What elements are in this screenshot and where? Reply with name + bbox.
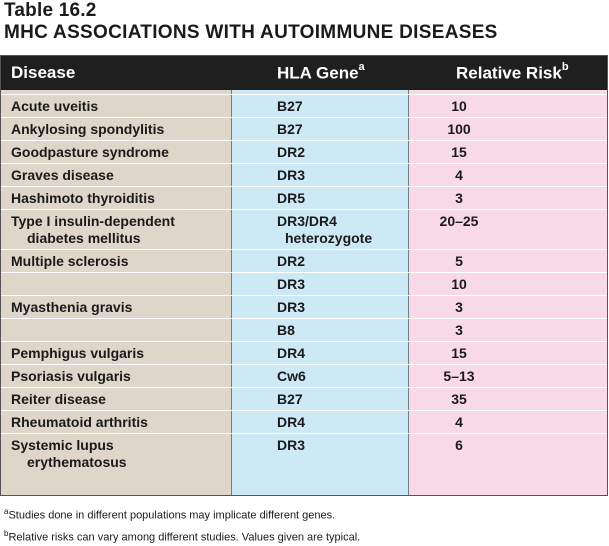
hla-gene-cell	[277, 437, 407, 454]
hla-gene: Cw6	[277, 368, 306, 384]
hla-gene: DR2	[277, 144, 306, 160]
disease-cell	[11, 414, 226, 431]
relative-risk-cell: 10	[451, 276, 467, 292]
hla-gene-cell	[277, 322, 407, 339]
hla-gene: B27	[277, 98, 303, 114]
relative-risk-cell: 5	[455, 253, 463, 269]
disease-name: Rheumatoid arthritis	[11, 414, 148, 430]
header-gene-footnote-mark: a	[358, 61, 365, 73]
hla-gene-cell	[277, 345, 407, 362]
table-row	[1, 387, 607, 411]
table-row	[1, 186, 607, 210]
disease-cell	[11, 213, 226, 247]
table-row	[1, 295, 607, 319]
disease-name: Hashimoto thyroiditis	[11, 190, 155, 206]
footnote-b-mark: b	[4, 528, 9, 538]
hla-gene: B27	[277, 121, 303, 137]
disease-cell	[11, 98, 226, 115]
disease-cell	[11, 345, 226, 362]
hla-gene-cell	[277, 276, 407, 293]
table-row	[1, 364, 607, 388]
disease-cell	[11, 391, 226, 408]
table-row	[1, 341, 607, 365]
disease-name: Multiple sclerosis	[11, 253, 129, 269]
header-risk	[456, 63, 569, 84]
disease-cell	[11, 368, 226, 385]
hla-gene-cell	[277, 98, 407, 115]
hla-gene-cell	[277, 253, 407, 270]
relative-risk-cell: 35	[451, 391, 467, 407]
hla-gene-continued: heterozygote	[285, 230, 373, 246]
table-title-block	[4, 0, 498, 44]
header-disease: Disease	[11, 63, 76, 82]
hla-gene-cell	[277, 167, 407, 184]
relative-risk-cell: 100	[447, 121, 471, 137]
hla-gene-cell	[277, 144, 407, 161]
table-row	[1, 117, 607, 141]
disease-cell	[11, 190, 226, 207]
hla-gene: DR5	[277, 190, 306, 206]
hla-gene-cell	[277, 391, 407, 408]
disease-cell	[11, 437, 226, 471]
hla-gene: DR3	[277, 276, 306, 292]
hla-gene: B27	[277, 391, 303, 407]
relative-risk-cell: 4	[455, 167, 463, 183]
relative-risk-cell: 3	[455, 299, 463, 315]
relative-risk-cell: 15	[451, 144, 467, 160]
table-row	[1, 163, 607, 187]
footnote-a-text: Studies done in different populations may implicate different genes.	[8, 509, 336, 522]
hla-gene: DR3/DR4	[277, 213, 337, 229]
hla-gene-cell	[277, 121, 407, 138]
table-row	[1, 209, 607, 250]
relative-risk-cell: 4	[455, 414, 463, 430]
relative-risk-cell: 20–25	[439, 213, 479, 229]
hla-gene: DR4	[277, 345, 306, 361]
table-row	[1, 318, 607, 342]
disease-name: Goodpasture syndrome	[11, 144, 169, 160]
hla-gene: DR2	[277, 253, 306, 269]
hla-gene-cell	[277, 368, 407, 385]
header-risk-footnote-mark: b	[561, 61, 569, 73]
table-caption: MHC ASSOCIATIONS WITH AUTOIMMUNE DISEASES	[4, 22, 498, 43]
table-header-row	[1, 56, 607, 90]
table-row	[1, 249, 607, 273]
relative-risk-cell: 15	[451, 345, 467, 361]
table-row	[1, 433, 607, 474]
relative-risk-cell: 5–13	[443, 368, 475, 384]
mhc-table	[0, 55, 608, 496]
disease-name: Reiter disease	[11, 391, 106, 407]
disease-cell	[11, 144, 226, 161]
table-row	[1, 272, 607, 296]
disease-name: Myasthenia gravis	[11, 299, 133, 315]
disease-cell	[11, 121, 226, 138]
header-gene	[277, 63, 365, 84]
footnote-b-text: Relative risks can vary among different studies. Values given are typical.	[8, 531, 361, 544]
table-row	[1, 94, 607, 118]
hla-gene-cell	[277, 213, 407, 247]
disease-name: Acute uveitis	[11, 98, 99, 114]
disease-name: Pemphigus vulgaris	[11, 345, 145, 361]
relative-risk-cell: 3	[455, 322, 463, 338]
hla-gene: DR3	[277, 299, 306, 315]
hla-gene: DR4	[277, 414, 306, 430]
table-row	[1, 140, 607, 164]
disease-name-continued: erythematosus	[27, 454, 127, 470]
disease-cell	[11, 167, 226, 184]
header-gene-label: HLA Gene	[277, 63, 359, 83]
hla-gene: DR3	[277, 167, 306, 183]
hla-gene-cell	[277, 190, 407, 207]
disease-name: Systemic lupus	[11, 437, 114, 453]
footnotes	[4, 503, 360, 546]
relative-risk-cell: 6	[455, 437, 463, 453]
table-row	[1, 410, 607, 434]
footnote-b	[4, 525, 360, 546]
disease-name: Psoriasis vulgaris	[11, 368, 131, 384]
disease-name-continued: diabetes mellitus	[27, 230, 141, 246]
table-number: Table 16.2	[4, 0, 97, 21]
relative-risk-cell: 10	[451, 98, 467, 114]
disease-name: Type I insulin-dependent	[11, 213, 175, 229]
disease-cell	[11, 253, 226, 270]
disease-cell	[11, 299, 226, 316]
disease-name: Ankylosing spondylitis	[11, 121, 165, 137]
hla-gene-cell	[277, 414, 407, 431]
disease-name: Graves disease	[11, 167, 114, 183]
footnote-a-mark: a	[4, 507, 9, 516]
relative-risk-cell: 3	[455, 190, 463, 206]
hla-gene-cell	[277, 299, 407, 316]
hla-gene: B8	[277, 322, 295, 338]
hla-gene: DR3	[277, 437, 306, 453]
header-risk-label: Relative Risk	[456, 63, 562, 83]
footnote-a	[4, 503, 360, 525]
